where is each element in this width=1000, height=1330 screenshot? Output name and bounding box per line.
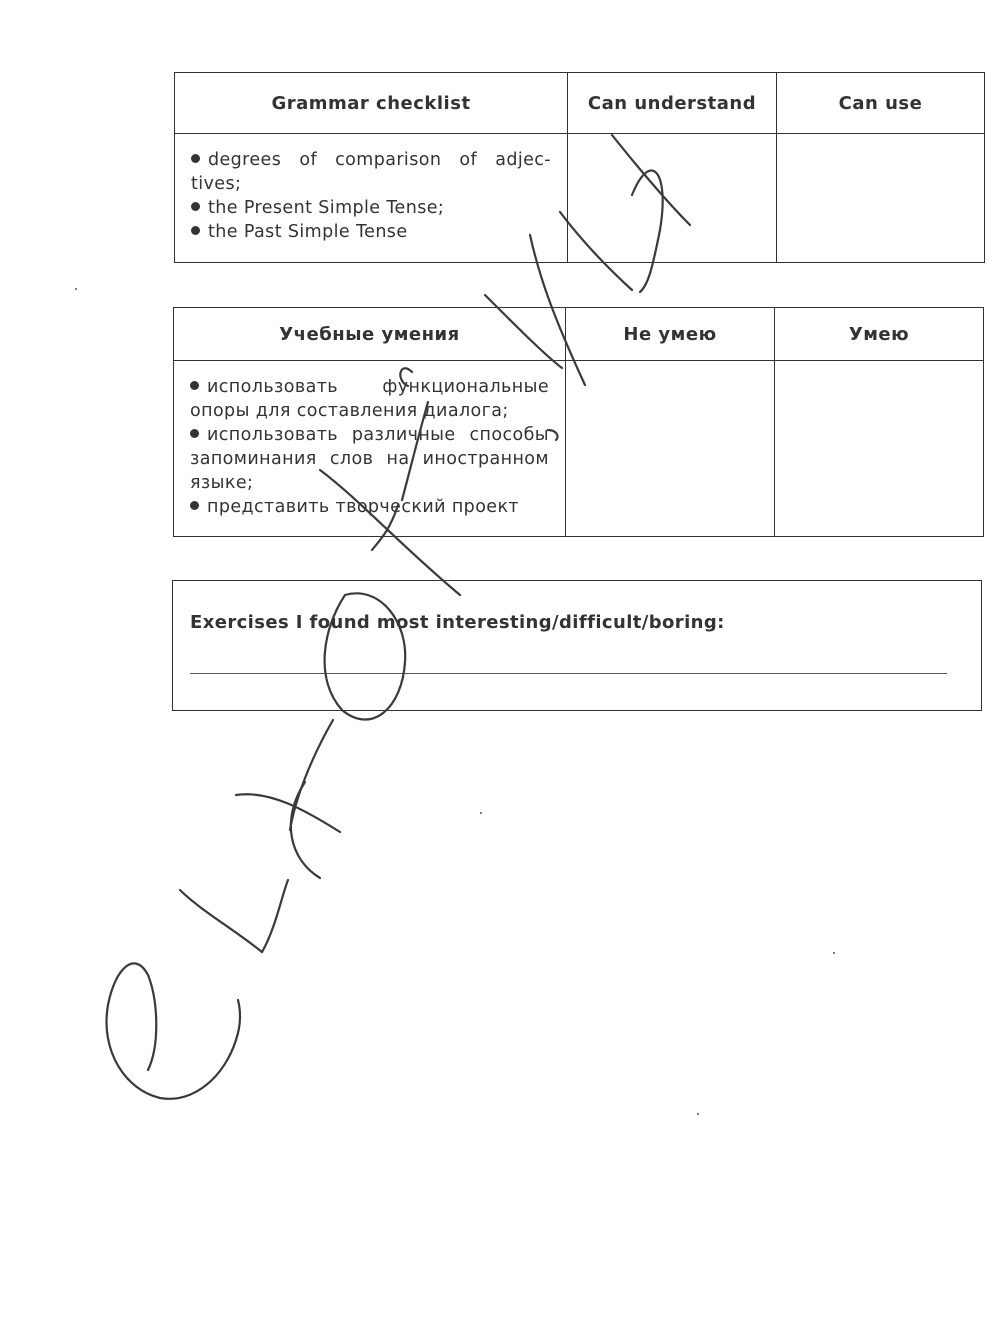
paper-speck: [697, 1113, 699, 1115]
can-understand-cell[interactable]: [568, 134, 777, 263]
grammar-item: the Past Simple Tense: [191, 220, 551, 244]
skill-item: представить творческий проект: [190, 495, 549, 519]
paper-speck: [833, 952, 835, 954]
bullet-icon: [191, 202, 200, 211]
skills-table: [173, 307, 984, 537]
bullet-icon: [190, 381, 199, 390]
grammar-item: the Present Simple Tense;: [191, 196, 551, 220]
exercises-answer-line[interactable]: [190, 673, 947, 674]
grammar-items-cell: [175, 134, 568, 263]
bullet-icon: [191, 154, 200, 163]
can-use-header: Can use: [777, 73, 985, 134]
bullet-icon: [190, 429, 199, 438]
skills-items-cell: [174, 361, 566, 537]
can-cell[interactable]: [775, 361, 984, 537]
exercises-title: Exercises I found most interesting/difficult/boring:: [190, 612, 725, 633]
cannot-cell[interactable]: [566, 361, 775, 537]
can-use-cell[interactable]: [777, 134, 985, 263]
grammar-item: degrees of comparison of adjec-tives;: [191, 150, 551, 194]
grammar-checklist-table: [174, 72, 985, 263]
skills-header: Учебные умения: [174, 308, 566, 361]
skill-item: использовать функциональные опоры для составления диалога;: [190, 377, 549, 421]
skill-item: использовать различные способы запоминания слов на иностранном языке;: [190, 425, 549, 493]
bullet-icon: [190, 501, 199, 510]
exercises-box: [172, 580, 982, 711]
can-header: Умею: [775, 308, 984, 361]
can-understand-header: Can understand: [568, 73, 777, 134]
bullet-icon: [191, 226, 200, 235]
paper-speck: [75, 288, 77, 290]
cannot-header: Не умею: [566, 308, 775, 361]
paper-speck: [480, 812, 482, 814]
grammar-checklist-header: Grammar checklist: [175, 73, 568, 134]
